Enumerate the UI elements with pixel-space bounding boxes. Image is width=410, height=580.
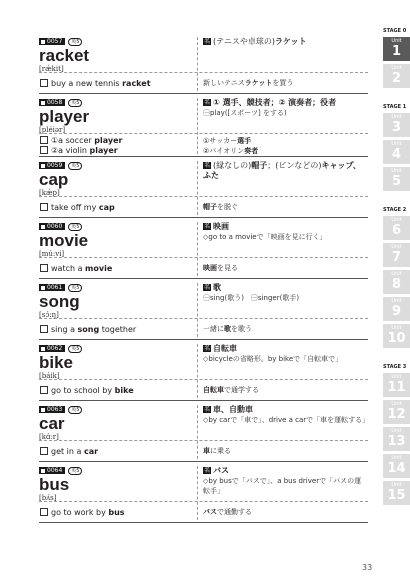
vocabulary-list	[39, 33, 368, 523]
noun-mark: 名	[204, 345, 211, 352]
meaning: 名 バス ◇by busで「バスで」、a bus driverで「バスの運転手」	[197, 462, 368, 501]
unit-tab-label: Unit	[391, 455, 402, 461]
noun-mark: 名	[204, 162, 211, 169]
vocab-entry	[39, 279, 368, 340]
entry-number: 0060	[39, 223, 65, 230]
usage-note: ◇by carで「車で」、drive a carで「車を運転する」	[203, 416, 370, 424]
example-english: watch a movie	[39, 264, 197, 273]
example-english: go to work by bus	[39, 508, 197, 517]
vocab-entry	[39, 157, 368, 218]
unit-tab-1[interactable]	[383, 37, 410, 61]
noun-mark: 名	[204, 467, 211, 474]
unit-tab-number: 6	[391, 223, 402, 238]
unit-tab-2[interactable]	[383, 64, 410, 88]
vocab-entry	[39, 462, 368, 523]
unit-tab-3[interactable]	[383, 113, 410, 137]
unit-tab-label: Unit	[391, 38, 402, 44]
entry-number: 0063	[39, 406, 65, 413]
checkbox-icon[interactable]	[40, 325, 48, 333]
example-japanese: 一緒に歌を歌う	[203, 325, 252, 333]
level-tag: 英5	[68, 406, 82, 414]
unit-tab-number: 14	[387, 461, 406, 476]
pronunciation: [rǽkit]	[39, 65, 64, 73]
level-tag: 英5	[68, 467, 82, 475]
level-tag: 英5	[68, 162, 82, 170]
unit-tab-label: Unit	[391, 401, 402, 407]
unit-tab-number: 8	[391, 277, 402, 292]
unit-tab-label: Unit	[391, 217, 402, 223]
unit-tab-number: 1	[391, 44, 402, 59]
level-tag: 英5	[68, 223, 82, 231]
vocab-entry	[39, 401, 368, 462]
checkbox-icon[interactable]	[40, 79, 48, 87]
unit-tab-14[interactable]	[383, 454, 410, 478]
entry-number: 0059	[39, 162, 65, 169]
headword: bus	[39, 475, 70, 494]
unit-tab-5[interactable]	[383, 167, 410, 191]
headword: movie	[39, 231, 89, 250]
checkbox-icon[interactable]	[40, 146, 48, 154]
unit-tab-number: 15	[387, 488, 406, 503]
unit-tab-label: Unit	[391, 482, 402, 488]
page-number: 33	[362, 563, 373, 572]
noun-mark: 名	[204, 38, 211, 45]
unit-tab-label: Unit	[391, 114, 402, 120]
headword: player	[39, 107, 90, 126]
checkbox-icon[interactable]	[40, 136, 48, 144]
entry-number: 0062	[39, 345, 65, 352]
vocab-entry	[39, 340, 368, 401]
checkbox-icon[interactable]	[40, 447, 48, 455]
unit-tab-11[interactable]	[383, 373, 410, 397]
unit-tab-12[interactable]	[383, 400, 410, 424]
unit-tab-9[interactable]	[383, 297, 410, 321]
level-tag: 英5	[68, 345, 82, 353]
headword: song	[39, 292, 80, 311]
headword: car	[39, 414, 65, 433]
entry-number: 0057	[39, 38, 65, 45]
unit-tab-number: 3	[391, 120, 402, 135]
pronunciation: [báik]	[39, 372, 60, 380]
noun-mark: 名	[204, 284, 211, 291]
related-word-note: ㊀play([スポーツ] をする)	[203, 109, 287, 117]
example-japanese: バスで通勤する	[203, 508, 252, 516]
vocab-entry	[39, 33, 368, 94]
pronunciation: [kɑ́:r]	[39, 433, 59, 441]
unit-tab-8[interactable]	[383, 270, 410, 294]
meaning: 名 歌 ㊀sing(歌う) ㊀singer(歌手)	[197, 279, 368, 318]
unit-tab-label: Unit	[391, 244, 402, 250]
meaning: 名 (縁なしの)帽子；(ビンなどの)キャップ、ふた	[203, 161, 361, 180]
headword: cap	[39, 170, 69, 189]
meaning: 名 (テニスや卓球の)ラケット	[204, 37, 307, 46]
unit-tab-label: Unit	[391, 428, 402, 434]
related-word-note: ㊀sing(歌う) ㊀singer(歌手)	[203, 294, 300, 302]
example-japanese: ①サッカー選手 ②バイオリン奏者	[203, 137, 259, 155]
vocab-entry	[39, 94, 368, 157]
example-english: ①a soccer player ②a violin player	[39, 136, 197, 156]
entry-number: 0064	[39, 467, 65, 474]
headword: racket	[39, 46, 90, 65]
example-english: take off my cap	[39, 203, 197, 212]
checkbox-icon[interactable]	[40, 203, 48, 211]
unit-tab-7[interactable]	[383, 243, 410, 267]
unit-tab-13[interactable]	[383, 427, 410, 451]
unit-tab-number: 5	[391, 174, 402, 189]
pronunciation: [pléiər]	[39, 126, 66, 134]
example-english: buy a new tennis racket	[39, 79, 197, 88]
meaning: 名 自転車 ◇bicycleの省略形。by bikeで「自転車で」	[197, 340, 368, 379]
level-tag: 英5	[68, 38, 82, 46]
checkbox-icon[interactable]	[40, 386, 48, 394]
pronunciation: [kǽp]	[39, 189, 60, 197]
pronunciation: [bʌ́s]	[39, 494, 57, 502]
pronunciation: [mú:vi]	[39, 250, 65, 258]
noun-mark: 名	[204, 406, 211, 413]
unit-tab-15[interactable]	[383, 481, 410, 505]
entry-number: 0061	[39, 284, 65, 291]
example-english: go to school by bike	[39, 386, 197, 395]
unit-tab-number: 10	[387, 331, 406, 346]
unit-tab-label: Unit	[391, 141, 402, 147]
unit-tab-label: Unit	[391, 325, 402, 331]
pronunciation: [sɔ́:ŋ]	[39, 311, 59, 319]
meaning: 名 映画 ◇go to a movieで「映画を見に行く」	[197, 218, 368, 257]
unit-tab-label: Unit	[391, 298, 402, 304]
example-japanese: 車に乗る	[203, 447, 231, 455]
example-english: sing a song together	[39, 325, 197, 334]
headword: bike	[39, 353, 74, 372]
noun-mark: 名	[204, 99, 211, 106]
meaning: 名 車、自動車 ◇by carで「車で」、drive a carで「車を運転する」	[203, 405, 370, 424]
unit-tab-label: Unit	[391, 374, 402, 380]
unit-index-sidebar	[381, 27, 410, 508]
vocab-entry	[39, 218, 368, 279]
noun-mark: 名	[204, 223, 211, 230]
unit-tab-number: 11	[387, 380, 406, 395]
meaning: 名 ① 選手、競技者；② 演奏者；役者 ㊀play([スポーツ] をする)	[197, 94, 368, 133]
unit-tab-number: 13	[387, 434, 406, 449]
example-japanese: 帽子を脱ぐ	[203, 203, 238, 211]
example-japanese: 新しいテニスラケットを買う	[203, 79, 294, 87]
unit-tab-label: Unit	[391, 168, 402, 174]
unit-tab-number: 7	[391, 250, 402, 265]
unit-tab-number: 4	[391, 147, 402, 162]
stage-label: STAGE 3	[383, 364, 407, 370]
usage-note: ◇go to a movieで「映画を見に行く」	[203, 233, 327, 241]
unit-tab-number: 9	[391, 304, 402, 319]
stage-label: STAGE 2	[383, 207, 407, 213]
example-japanese: 映画を見る	[203, 264, 238, 272]
unit-tab-number: 2	[391, 71, 402, 86]
checkbox-icon[interactable]	[40, 508, 48, 516]
unit-tab-number: 12	[387, 407, 406, 422]
unit-tab-label: Unit	[391, 65, 402, 71]
unit-tab-4[interactable]	[383, 140, 410, 164]
usage-note: ◇by busで「バスで」、a bus driverで「バスの運転手」	[203, 477, 362, 495]
stage-label: STAGE 0	[383, 28, 407, 34]
level-tag: 英5	[68, 284, 82, 292]
unit-tab-10[interactable]	[383, 324, 410, 348]
stage-label: STAGE 1	[383, 104, 407, 110]
unit-tab-6[interactable]	[383, 216, 410, 240]
usage-note: ◇bicycleの省略形。by bikeで「自転車で」	[203, 355, 343, 363]
checkbox-icon[interactable]	[40, 264, 48, 272]
example-english: get in a car	[39, 447, 197, 456]
unit-tab-label: Unit	[391, 271, 402, 277]
example-japanese: 自転車で通学する	[203, 386, 259, 394]
level-tag: 英5	[68, 99, 82, 107]
entry-number: 0058	[39, 99, 65, 106]
